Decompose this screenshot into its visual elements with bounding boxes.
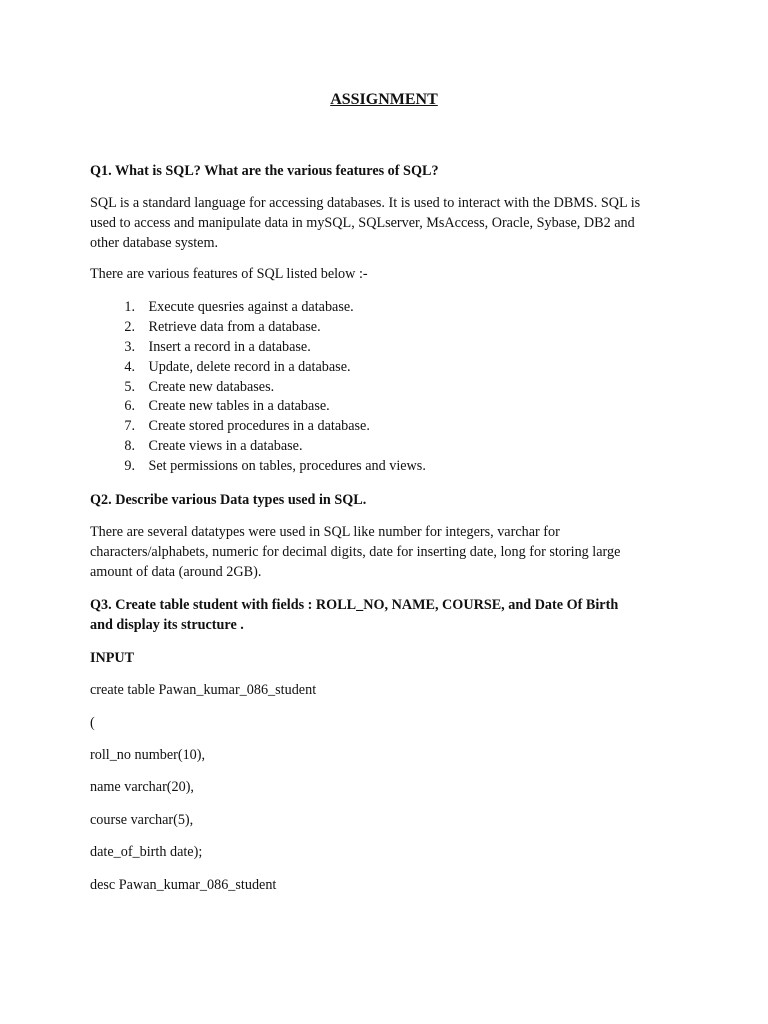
input-label: INPUT: [90, 650, 135, 666]
list-item: [90, 417, 426, 437]
list-item-text: Set permissions on tables, procedures and views.: [148, 458, 426, 475]
q1-answer-line: used to access and manipulate data in mySQL, SQLserver, MsAccess, Oracle, Sybase, DB2 and: [90, 215, 635, 231]
list-item-text: Create stored procedures in a database.: [148, 418, 370, 435]
code-line: desc Pawan_kumar_086_student: [90, 877, 277, 893]
list-item-number: 5.: [124, 378, 135, 395]
code-line: course varchar(5),: [90, 812, 194, 828]
q3-question-line: Q3. Create table student with fields : ROLL_NO, NAME, COURSE, and Date Of Birth: [90, 597, 619, 613]
list-item-text: Execute quesries against a database.: [148, 299, 354, 315]
list-item-number: 1.: [124, 299, 135, 315]
code-line: roll_no number(10),: [90, 747, 206, 763]
q1-question: Q1. What is SQL? What are the various features of SQL?: [90, 163, 439, 179]
list-item-text: Retrieve data from a database.: [148, 318, 321, 335]
list-item-text: Insert a record in a database.: [148, 338, 311, 355]
list-item: [90, 437, 426, 457]
list-item-number: 7.: [124, 418, 135, 435]
list-item-number: 6.: [124, 398, 135, 415]
list-item-number: 8.: [124, 438, 135, 455]
q3-question-line: and display its structure .: [90, 617, 244, 633]
q2-answer-line: amount of data (around 2GB).: [90, 564, 262, 580]
q3-question: [90, 595, 680, 635]
list-item: [90, 397, 426, 417]
q1-answer: [90, 193, 680, 253]
list-item-number: 3.: [124, 338, 135, 355]
q2-answer-line: There are several datatypes were used in SQL like number for integers, varchar for: [90, 524, 560, 540]
q1-answer-line: SQL is a standard language for accessing databases. It is used to interact with the DBMS. SQL is: [90, 195, 641, 211]
list-item-text: Create new tables in a database.: [148, 398, 330, 415]
q2-question: Q2. Describe various Data types used in SQL.: [90, 492, 367, 508]
list-item: [90, 358, 426, 378]
list-item-text: Create views in a database.: [148, 438, 303, 455]
q2-answer: [90, 522, 680, 582]
list-item-number: 9.: [124, 458, 135, 475]
assignment-title: ASSIGNMENT: [330, 91, 438, 108]
q1-features-intro: There are various features of SQL listed below :-: [90, 266, 368, 282]
list-item: [90, 298, 426, 318]
list-item-number: 4.: [124, 358, 135, 375]
list-item: [90, 318, 426, 338]
code-line: name varchar(20),: [90, 779, 194, 795]
q2-answer-line: characters/alphabets, numeric for decimal digits, date for inserting date, long for storing large: [90, 544, 621, 560]
list-item: [90, 338, 426, 358]
code-line: create table Pawan_kumar_086_student: [90, 682, 317, 698]
q1-features-list: [90, 298, 426, 477]
list-item-text: Update, delete record in a database.: [148, 358, 351, 375]
q1-answer-line: other database system.: [90, 235, 219, 251]
list-item-text: Create new databases.: [148, 378, 275, 395]
list-item-number: 2.: [124, 318, 135, 335]
list-item: [90, 378, 426, 398]
list-item: [90, 457, 426, 477]
code-line: (: [90, 715, 95, 731]
code-line: date_of_birth date);: [90, 844, 203, 860]
